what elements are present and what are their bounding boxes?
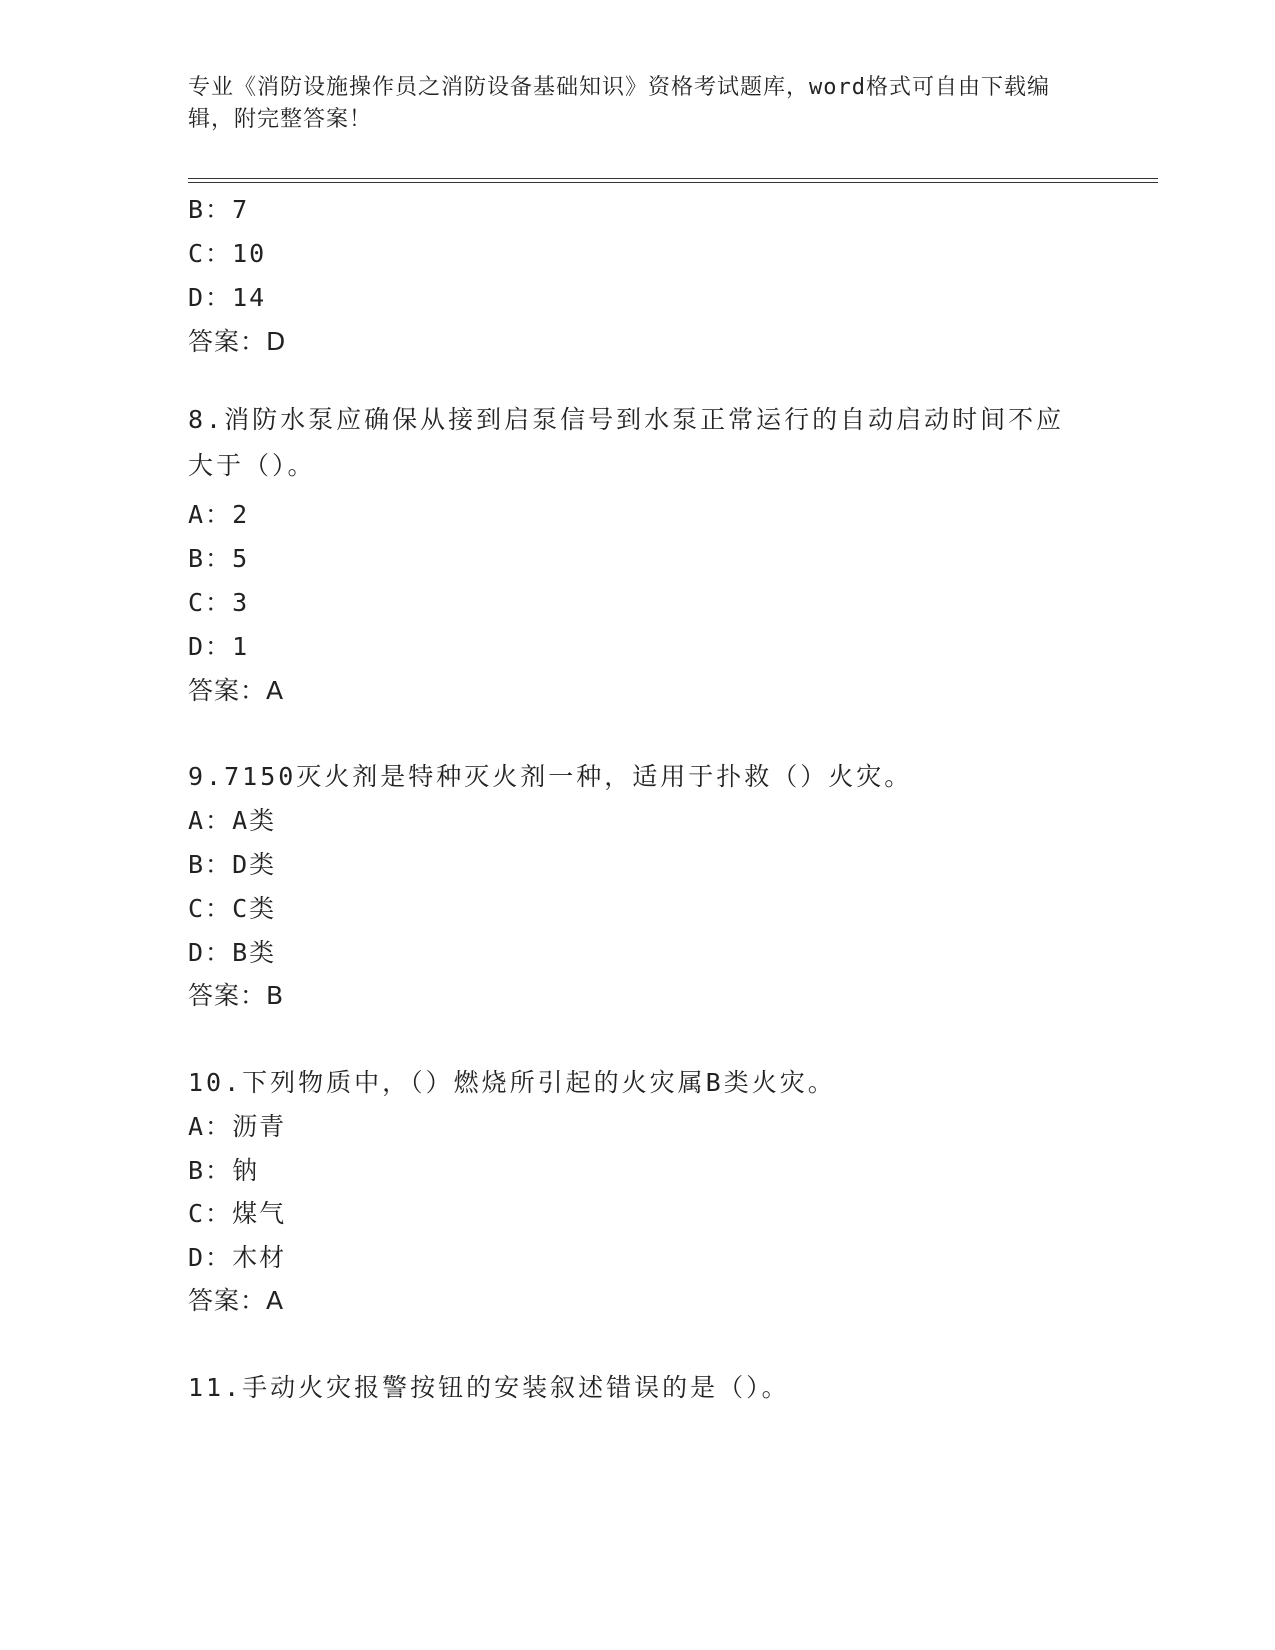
option-label: A：	[188, 806, 233, 835]
option-d	[188, 281, 266, 315]
option-text: A类	[232, 806, 277, 835]
answer-line: 答案：A	[188, 676, 285, 705]
option-text: 5	[232, 544, 250, 573]
option-text: 2	[232, 500, 250, 529]
option-label: B：	[188, 195, 233, 224]
option-label: B：	[188, 1156, 233, 1185]
question-10-text: 10.下列物质中，（）燃烧所引起的火灾属B类火灾。	[188, 1068, 836, 1097]
option-label: C：	[188, 894, 233, 923]
option-label: D：	[188, 283, 233, 312]
option-a	[188, 804, 276, 838]
option-text: 沥青	[232, 1112, 287, 1141]
option-label: A：	[188, 1112, 233, 1141]
answer-line: 答案：A	[188, 1286, 285, 1315]
option-text: 木材	[232, 1243, 287, 1272]
option-d	[188, 630, 249, 664]
option-c	[188, 1197, 286, 1231]
option-label: C：	[188, 239, 233, 268]
option-text: D类	[232, 850, 277, 879]
option-c	[188, 237, 266, 271]
option-label: C：	[188, 588, 233, 617]
option-text: B类	[232, 938, 277, 967]
option-text: 7	[232, 195, 250, 224]
header-divider	[188, 178, 1158, 179]
option-b	[188, 193, 249, 227]
question-9-text: 9.7150灭火剂是特种灭火剂一种，适用于扑救（）火灾。	[188, 762, 913, 791]
option-text: 3	[232, 588, 250, 617]
option-text: 1	[232, 632, 250, 661]
option-text: 煤气	[232, 1199, 287, 1228]
option-a	[188, 1110, 286, 1144]
option-text: 10	[232, 239, 267, 268]
answer-line: 答案：B	[188, 981, 285, 1010]
option-d	[188, 1241, 286, 1275]
option-b	[188, 848, 276, 882]
question-11-text: 11.手动火灾报警按钮的安装叙述错误的是（）。	[188, 1373, 790, 1402]
page-header: 专业《消防设施操作员之消防设备基础知识》资格考试题库，word格式可自由下载编辑，附完整答案！	[188, 75, 1050, 132]
option-label: D：	[188, 632, 233, 661]
option-label: D：	[188, 938, 233, 967]
option-b	[188, 1154, 259, 1188]
option-label: A：	[188, 500, 233, 529]
option-label: B：	[188, 544, 233, 573]
option-c	[188, 892, 276, 926]
answer-line: 答案：D	[188, 327, 287, 356]
option-text: 14	[232, 283, 267, 312]
option-text: C类	[232, 894, 277, 923]
option-label: B：	[188, 850, 233, 879]
option-b	[188, 542, 249, 576]
option-a	[188, 498, 249, 532]
option-label: C：	[188, 1199, 233, 1228]
header-divider-double	[188, 182, 1158, 183]
option-label: D：	[188, 1243, 233, 1272]
question-8-text: 8.消防水泵应确保从接到启泵信号到水泵正常运行的自动启动时间不应大于（）。	[188, 405, 1065, 480]
option-text: 钠	[232, 1156, 260, 1185]
option-c	[188, 586, 249, 620]
option-d	[188, 936, 276, 970]
